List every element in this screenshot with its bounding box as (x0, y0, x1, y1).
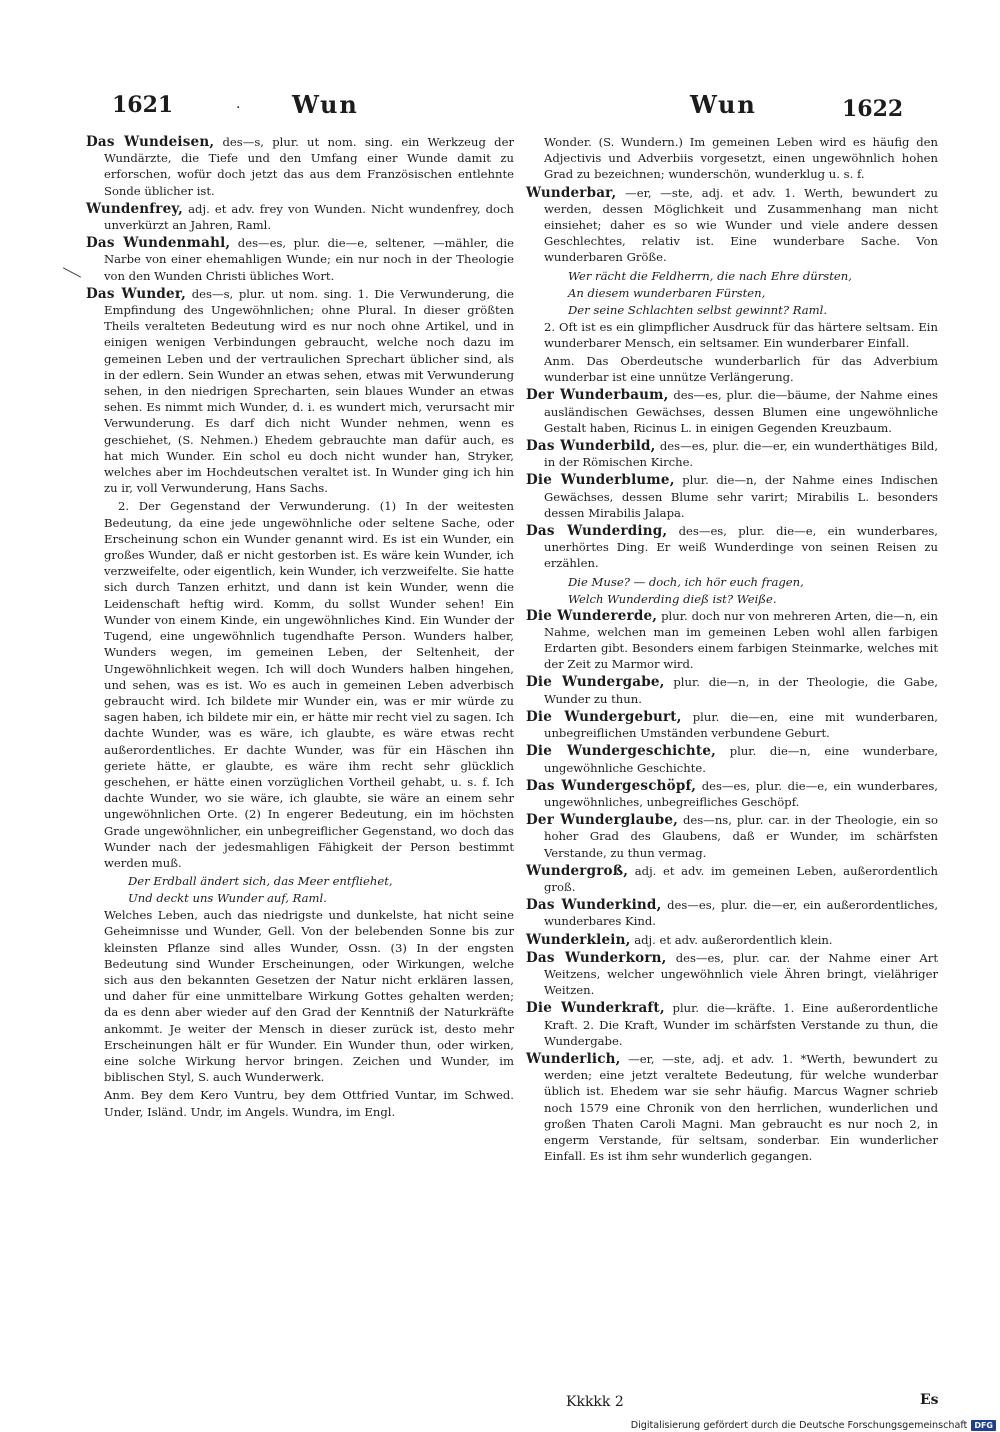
entry-text: 2. Der Gegenstand der Verwunderung. (1) In der weitesten Bedeutung, da eine jede ungewöhnliche oder seltene Sache, oder Erscheinung schon ein Wunder genannt wird. Es ist ein Wunder, ein großes Wunder, daß er nicht gestorben ist. Es wäre kein Wunder, ich verzweifelte, oder eigentlich, kein Wunder, ich verzweifelte. Sie hatte sich durch Tanzen erhitzt, und dann ist kein Wunder, wenn die Leidenschaft heftig wird. Komm, du sollst Wunder sehen! Ein Wunder von einem Kinde, ein ungewöhnliches Kind. Ein Wunder der Tugend, eine ungewöhnlich tugendhafte Person. Wunders halber, Wunders wegen, im gemeinen Leben, der Seltenheit, der Ungewöhnlichkeit wegen. Ich will doch Wunders halben hingehen, und sehen, was es ist. Wo es auch in gemeinen Leben adverbisch gebraucht wird. Ich bildete mir Wunder ein, was er mir würde zu sagen haben, ich bildete mir ein, er hätte mir recht viel zu sagen. Ich dachte Wunder, was es wäre, ich glaubte, es wäre etwas recht außerordentliches. Er dachte Wunder, was für ein Häschen ihn geriete hätte, er glaubte, es wäre ihm recht sehr glücklich geschehen, er hätte einen vorzüglichen Vortheil gehabt, u. s. f. Ich dachte Wunder, wo sie wäre, ich glaubte, sie wäre an einem sehr ungewöhnlichen Orte. (2) In engerer Bedeutung, ein im höchsten Grade ungewöhnlicher, ein unbegreiflicher Gegenstand, wo doch das Wunder nach der jedesmahligen Fähigkeit der Person bestimmt werden muß. (104, 499, 514, 870)
dictionary-entry (526, 1051, 938, 1164)
entry-text: des—s, plur. ut nom. sing. ein Werkzeug der Wundärzte, die Tiefe und den Umfang einer Wunde damit zu erforschen, wofür doch jetzt das aus dem Französischen entlehnte Sonde üblicher ist. (104, 135, 514, 198)
entry-text: plur. die—n, in der Theologie, die Gabe, Wunder zu thun. (544, 675, 938, 706)
entry-headword: Das Wunderbild, (526, 438, 656, 455)
verse-line: Wer rächt die Feldherrn, die nach Ehre dürsten, (568, 268, 852, 283)
verse-line: Und deckt uns Wunder auf, Raml. (128, 891, 327, 906)
left-column (86, 134, 514, 1122)
dictionary-entry (526, 185, 938, 266)
dictionary-entry (86, 201, 514, 233)
right-column (526, 134, 938, 1166)
printer-signature: Kkkkk 2 (566, 1394, 624, 1410)
entry-text: des—es, plur. car. der Nahme einer Art Weitzens, welcher ungewöhnlich viele Ähren bringt, vielähriger Weitzen. (544, 950, 938, 998)
entry-headword: Das Wunderkorn, (526, 949, 667, 966)
annotation-paragraph (104, 1087, 514, 1119)
entry-headword: Die Wundergeschichte, (526, 743, 717, 760)
dfg-logo: DFG (971, 1420, 996, 1431)
entry-text: adj. et adv. außerordentlich klein. (630, 932, 833, 947)
dictionary-entry (526, 674, 938, 706)
annotation-paragraph (544, 353, 938, 385)
entry-text: des—es, plur. die—er, ein außerordentliches, wunderbares Kind. (544, 898, 939, 929)
dictionary-entry (526, 608, 938, 673)
entry-headword: Wundenfrey, (86, 200, 184, 217)
entry-text: —er, —ste, adj. et adv. 1. *Werth, bewundert zu werden; eine jetzt veraltete Bedeutung, für welche wunderbar üblich ist. Ehedem war sie sehr häufig. Marcus Wagner schrieb noch 1579 eine Chronik von den herrlichen, wunderlichen und großen Thaten Caroli Magni. Man gebraucht es nur noch 2, in engerm Verstande, für seltsam, sonderbar. Ein wunderlicher Einfall. Es ist ihm sehr wunderlich gegangen. (544, 1051, 938, 1164)
entry-text: Wonder. (S. Wundern.) Im gemeinen Leben wird es häufig den Adjectivis und Adverbiis vorgesetzt, einen ungewöhnlich hohen Grad zu bezeichnen; wunderschön, wunderklug u. s. f. (544, 135, 938, 182)
entry-headword: Das Wundeisen, (86, 134, 215, 150)
entry-headword: Das Wundergeschöpf, (526, 777, 697, 794)
footer-text: Digitalisierung gefördert durch die Deutsche Forschungsgemeinschaft (630, 1419, 968, 1431)
entry-paragraph (86, 498, 514, 871)
entry-text: Anm. Das Oberdeutsche wunderbarlich für das Adverbium wunderbar ist eine unnütze Verlängerung. (544, 354, 938, 385)
entry-text: plur. die—n, der Nahme eines Indischen Gewächses, dessen Blume sehr varirt; Mirabilis L. besonders dessen Mirabilis Jalapa. (544, 473, 938, 520)
entry-headword: Wunderlich, (526, 1050, 621, 1067)
entry-headword: Das Wunderkind, (526, 897, 662, 914)
entry-text: plur. die—kräfte. 1. Eine außerordentliche Kraft. 2. Die Kraft, Wunder im schärfsten Verstande zu thun, die Wundergabe. (544, 1001, 939, 1048)
entry-paragraph (526, 319, 938, 351)
entry-text: —er, —ste, adj. et adv. 1. Werth, bewundert zu werden, dessen Möglichkeit und Zusammenhang man nicht einsiehet; daher es so wie Wunder und viele andere dessen Geschlechtes, relativ ist. Eine wunderbare Sache. Von wunderbaren Größe. (544, 185, 938, 265)
dictionary-entry (526, 472, 938, 521)
entry-headword: Wunderbar, (526, 184, 617, 201)
entry-text: des—ns, plur. car. in der Theologie, ein so hoher Grad des Glaubens, daß er Wunder, im schärfsten Verstande, zu thun vermag. (544, 813, 938, 860)
entry-paragraph (86, 907, 514, 1085)
entry-headword: Die Wunderkraft, (526, 1000, 665, 1017)
entry-text: Anm. Bey dem Kero Vuntru, bey dem Ottfried Vuntar, im Schwed. Under, Isländ. Undr, im Angels. Wundra, im Engl. (104, 1088, 514, 1119)
entry-headword: Wunderklein, (526, 931, 631, 948)
dictionary-entry (526, 778, 938, 810)
entry-headword: Der Wunderbaum, (526, 387, 669, 404)
dictionary-entry (526, 863, 938, 895)
dictionary-entry (86, 286, 514, 497)
entry-text: des—es, plur. die—e, ein wunderbares, ungewöhnliches, unbegreifliches Geschöpf. (544, 778, 938, 809)
entry-headword: Die Wundergabe, (526, 674, 665, 691)
verse-line: Der Erdball ändert sich, das Meer entfliehet, (128, 874, 393, 889)
entry-headword: Das Wundenmahl, (86, 235, 231, 252)
entry-headword: Der Wunderglaube, (526, 812, 679, 829)
left-head-word: Wun (292, 90, 359, 119)
entry-text: plur. doch nur von mehreren Arten, die—n, ein Nahme, welchen man im gemeinen Leben wohl allen farbigen Erdarten gibt. Besonders einem farbigen Steinmarke, welches mit der Zeit zu Marmor wird. (544, 608, 938, 672)
entry-text: adj. et adv. im gemeinen Leben, außerordentlich groß. (544, 863, 938, 894)
dictionary-entry (526, 438, 938, 470)
verse-line: An diesem wunderbaren Fürsten, (568, 285, 766, 300)
dictionary-entry (86, 134, 514, 199)
header-dot: · (236, 100, 241, 116)
catchword: Es (920, 1392, 939, 1408)
entry-text: des—es, plur. die—bäume, der Nahme eines ausländischen Gewächses, dessen Blumen eine ungewöhnliche Gestalt haben, Ricinus L. in einigen Gegenden Kreuzbaum. (544, 388, 938, 435)
verse-line: Welch Wunderding dieß ist? Weiße. (568, 591, 777, 606)
entry-text: des—es, plur. die—er, ein wunderthätiges Bild, in der Römischen Kirche. (544, 439, 939, 470)
dictionary-entry (526, 897, 938, 929)
dictionary-entry (526, 387, 938, 436)
entry-text: adj. et adv. frey von Wunden. Nicht wundenfrey, doch unverkürzt an Jahren, Raml. (104, 201, 514, 233)
dictionary-entry (526, 523, 938, 572)
dictionary-entry (86, 235, 514, 284)
verse-line: Die Muse? — doch, ich hör euch fragen, (568, 574, 804, 589)
entry-headword: Das Wunderding, (526, 523, 668, 540)
right-page-number: 1622 (842, 96, 904, 122)
entry-text: plur. die—en, eine mit wunderbaren, unbegreiflichen Umständen verbundene Geburt. (544, 709, 938, 741)
dictionary-entry (526, 932, 938, 948)
verse-line: Der seine Schlachten selbst gewinnt? Raml. (568, 302, 828, 317)
entry-paragraph (526, 134, 938, 183)
dictionary-entry (526, 709, 938, 741)
entry-text: des—s, plur. ut nom. sing. 1. Die Verwunderung, die Empfindung des Ungewöhnlichen; ohne Plural. In dieser größten Theils veralteten Bedeutung wird es nur noch ohne Artikel, und in einigen wenigen Verbindungen gebraucht, welche noch dazu im gemeinen Leben und der vertraulichen Sprechart üblicher sind, als in der edlern. Sein Wunder an etwas sehen, etwas mit Verwunderung sehen, in den niedrigen Sprecharten, sein blaues Wunder an etwas sehen. Es nimmt mich Wunder, d. i. es wundert mich, verursacht mir Verwunderung. Es darf dich nicht Wunder nehmen, wenn es geschiehet, (S. Nehmen.) Ehedem gebrauchte man dafür auch, es hat mich Wunder. Ein schol eu doch nicht wunder han, Stryker, welches aber im Hochdeutschen veraltet ist. In Wunder ging ich hin zu ir, voll Verwunderung, Hans Sachs. (104, 286, 515, 496)
entry-headword: Die Wunderblume, (526, 472, 675, 489)
dictionary-entry (526, 743, 938, 775)
entry-headword: Die Wundererde, (526, 607, 658, 624)
footer (606, 1418, 996, 1432)
dictionary-entry (526, 950, 938, 999)
dictionary-entry (526, 1000, 938, 1049)
entry-headword: Die Wundergeburt, (526, 708, 682, 725)
entry-headword: Wundergroß, (526, 862, 629, 879)
dictionary-entry (526, 812, 938, 861)
entry-headword: Das Wunder, (86, 285, 187, 302)
entry-text: 2. Oft ist es ein glimpflicher Ausdruck für das härtere seltsam. Ein wunderbarer Mensch, ein seltsamer. Ein wunderbarer Einfall. (544, 319, 938, 350)
left-page-number: 1621 (112, 92, 174, 118)
entry-text: plur. die—n, eine wunderbare, ungewöhnliche Geschichte. (544, 744, 939, 775)
entry-text: Welches Leben, auch das niedrigste und dunkelste, hat nicht seine Geheimnisse und Wunder, Gell. Von der belebenden Sonne bis zur kleinsten Pflanze sind alles Wunder, Ossn. (3) In der engsten Bedeutung sind Wunder Erscheinungen, oder Wirkungen, welche sich aus den bekannten Gesetzen der Natur nicht erklären lassen, und daher für eine unmittelbare Wirkung Gottes gehalten werden; da es denn aber wieder auf den Grad der Kenntniß der Naturkräfte ankommt. Je weiter der Mensch in dieser zurück ist, desto mehr Erscheinungen hält er für Wunder. Ein Wunder thun, oder wirken, eine solche Wirkung hervor bringen. Zeichen und Wunder, im biblischen Styl, S. auch Wunderwerk. (104, 908, 514, 1085)
entry-text: des—es, plur. die—e, ein wunderbares, unerhörtes Ding. Er weiß Wunderdinge von seinen Reisen zu erzählen. (544, 524, 938, 571)
margin-mark (63, 267, 81, 277)
right-head-word: Wun (690, 90, 757, 119)
entry-text: des—es, plur. die—e, seltener, —mähler, die Narbe von einer ehemahligen Wunde; ein nur noch in der Theologie von den Wunden Christi übliches Wort. (104, 236, 514, 283)
